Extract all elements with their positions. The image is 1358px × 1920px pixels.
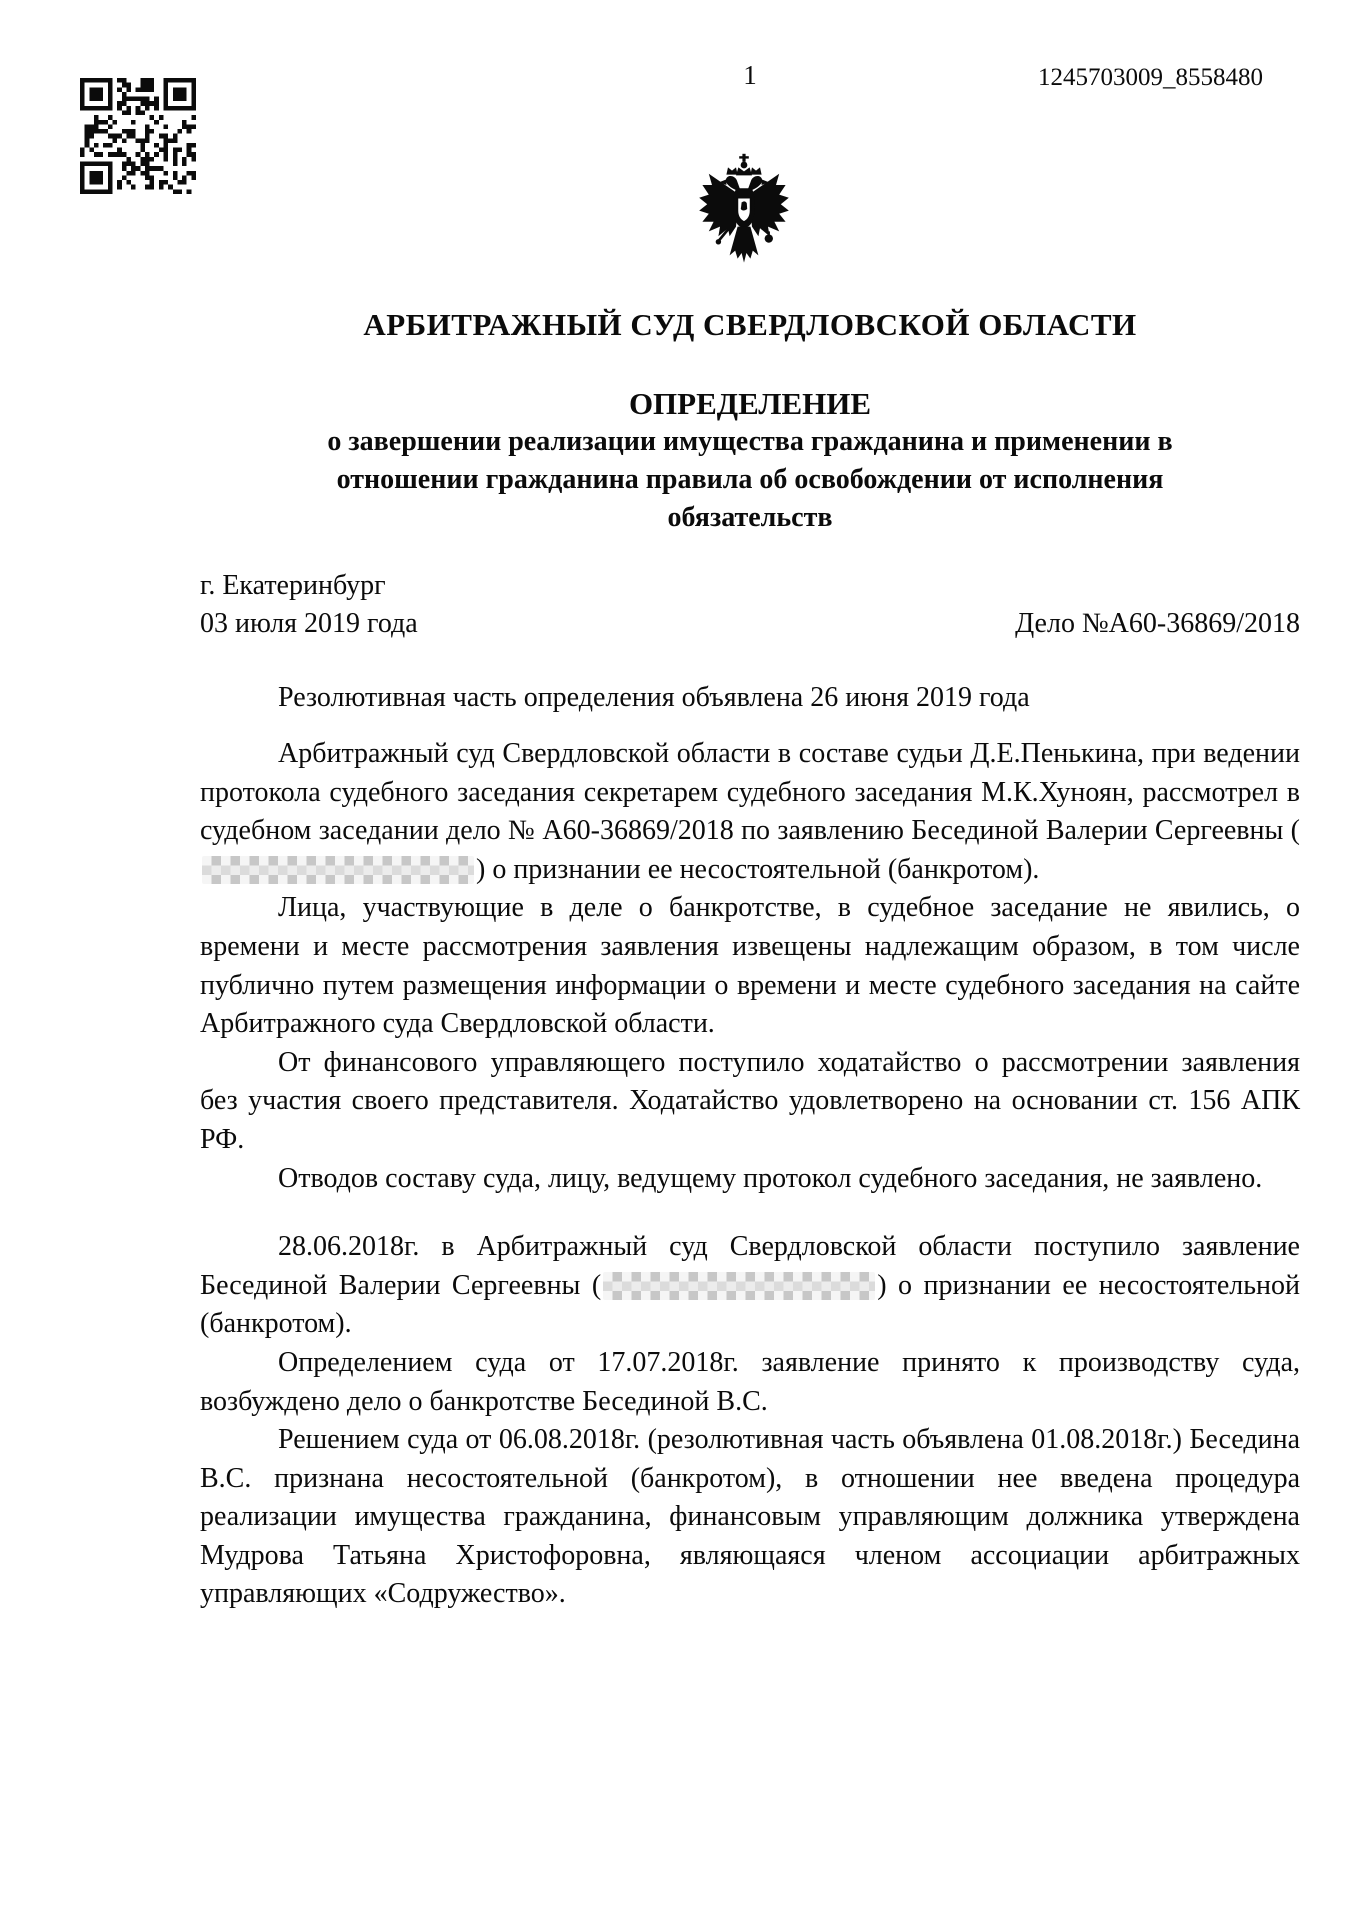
document-subtitle-line: отношении гражданина правила об освобождении от исполнения: [336, 464, 1164, 495]
redacted-personal-data: [202, 856, 474, 884]
document-page: [200, 0, 1300, 1614]
city-line: г. Екатеринбург: [200, 570, 386, 601]
body-paragraph: Арбитражный суд Свердловской области в составе судьи Д.Е.Пенькина, при ведении протокола судебного заседания секретарем судебного заседания М.К.Хуноян, рассмотрел в судебном заседании дело № А60-36869/2018 по заявлению Бесединой Валерии Сергеевны () о признании ее несостоятельной (банкротом).: [200, 738, 1300, 885]
body-paragraph: Определением суда от 17.07.2018г. заявление принято к производству суда, возбуждено дело о банкротстве Бесединой В.С.: [200, 1346, 1300, 1417]
court-name: АРБИТРАЖНЫЙ СУД СВЕРДЛОВСКОЙ ОБЛАСТИ: [363, 307, 1137, 342]
date-case-row: [200, 605, 1300, 643]
body-paragraph: Лица, участвующие в деле о банкротстве, в судебное заседание не явились, о времени и месте рассмотрения заявления извещены надлежащим образом, в том числе публично путем размещения информации о времени и месте судебного заседания на сайте Арбитражного суда Свердловской области.: [200, 892, 1300, 1040]
document-subtitle: [200, 423, 1300, 537]
body-paragraph: 28.06.2018г. в Арбитражный суд Свердловской области поступило заявление Бесединой Валерии Сергеевны ( ) о признании ее несостоятельной (банкротом).: [200, 1231, 1300, 1340]
resolution-note: Резолютивная часть определения объявлена 26 июня 2019 года: [278, 682, 1030, 713]
body-paragraph: Решением суда от 06.08.2018г. (резолютивная часть объявлена 01.08.2018г.) Беседина В.С. признана несостоятельной (банкротом), в отношении нее введена процедура реализации имущества гражданина, финансовым управляющим должника утверждена Мудрова Татьяна Христофоровна, являющаяся членом ассоциации арбитражных управляющих «Содружество».: [200, 1424, 1300, 1610]
document-subtitle-line: обязательств: [667, 502, 833, 533]
document-type-title: ОПРЕДЕЛЕНИЕ: [628, 386, 872, 421]
qr-code-icon: [80, 78, 196, 194]
page-number: 1: [743, 60, 757, 90]
document-id: 1245703009_8558480: [1038, 64, 1263, 91]
body-paragraph: Отводов составу суда, лицу, ведущему протокол судебного заседания, не заявлено.: [278, 1162, 1263, 1194]
document-subtitle-line: о завершении реализации имущества гражданина и применении в: [327, 426, 1173, 457]
body-paragraph: От финансового управляющего поступило ходатайство о рассмотрении заявления без участия своего представителя. Ходатайство удовлетворено на основании ст. 156 АПК РФ.: [200, 1046, 1300, 1155]
decision-date: 03 июля 2019 года: [200, 608, 418, 639]
redacted-personal-data: [603, 1272, 875, 1300]
document-body: [200, 735, 1300, 1614]
case-number: Дело №А60-36869/2018: [1015, 608, 1300, 639]
